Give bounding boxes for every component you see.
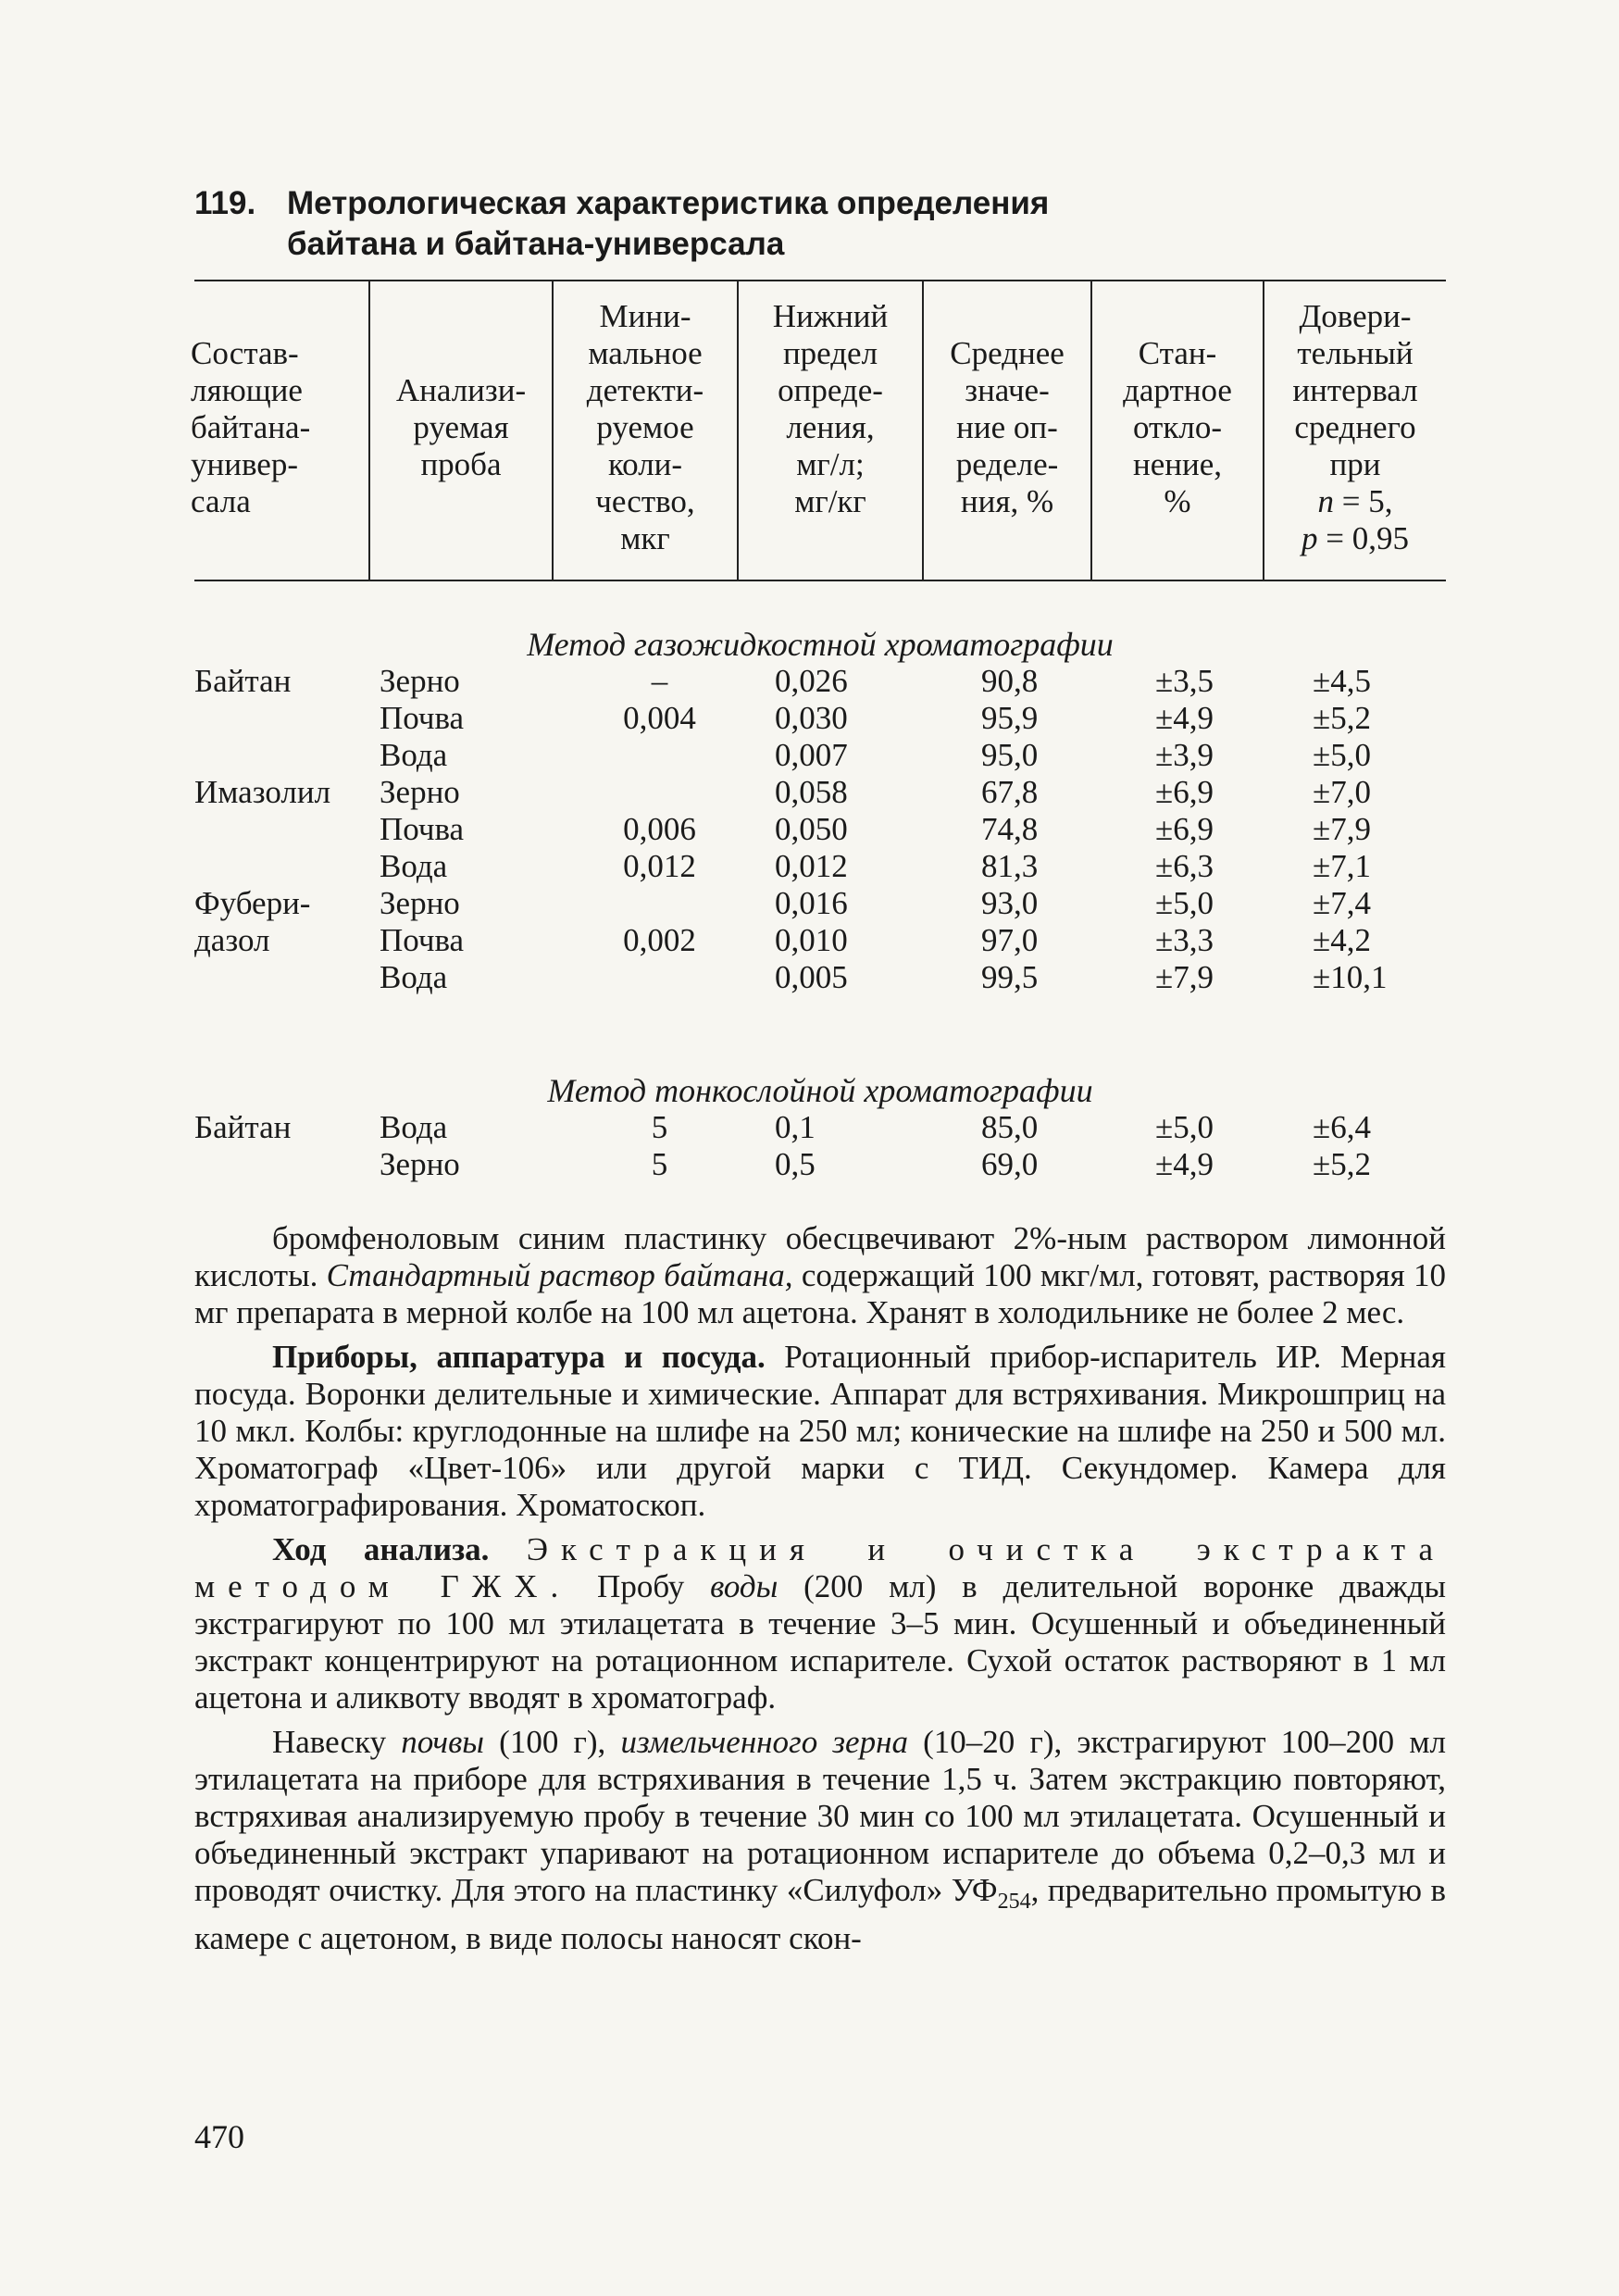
cell-std-dev: ±7,9 [1155, 959, 1214, 995]
cell-mean: 99,5 [981, 959, 1039, 995]
table-row [0, 885, 1619, 922]
cell-lower-limit: 0,026 [775, 663, 848, 699]
table-row [0, 1109, 1619, 1146]
header-line: Стан- [1138, 335, 1217, 371]
header-line: коли- [607, 446, 683, 482]
cell-lower-limit: 0,030 [775, 700, 848, 736]
header-line: ние оп- [956, 409, 1058, 445]
header-components [191, 335, 367, 520]
header-lower-limit [739, 298, 922, 520]
cell-component: Фубери- [194, 885, 311, 921]
cell-confidence: ±7,1 [1313, 848, 1371, 884]
cell-sample: Вода [380, 959, 448, 995]
header-line: сала [191, 483, 251, 519]
header-line: ределе- [955, 446, 1059, 482]
cell-mean: 85,0 [981, 1109, 1039, 1145]
section-title: Метод газожидкостной хроматографии [527, 626, 1114, 663]
table-row [0, 1146, 1619, 1183]
cell-sample: Зерно [380, 885, 460, 921]
cell-std-dev: ±4,9 [1155, 1146, 1214, 1182]
header-line: руемая [413, 409, 509, 445]
cell-mean: 74,8 [981, 811, 1039, 847]
header-line: Анализи- [395, 372, 527, 408]
cell-component: дазол [194, 922, 270, 958]
header-line: откло- [1133, 409, 1222, 445]
section-title: Метод тонкослойной хроматографии [547, 1072, 1093, 1109]
body-text [194, 1220, 1446, 1965]
header-line: руемое [596, 409, 694, 445]
header-min-detectable [554, 298, 737, 557]
cell-confidence: ±10,1 [1313, 959, 1388, 995]
cell-std-dev: ±3,5 [1155, 663, 1214, 699]
table-row [0, 922, 1619, 959]
header-line: ния, % [960, 483, 1054, 519]
header-line: опреде- [778, 372, 883, 408]
cell-component: Байтан [194, 1109, 292, 1145]
table-row [0, 959, 1619, 996]
header-std-dev [1092, 335, 1263, 520]
cell-min-detectable: 0,002 [623, 922, 696, 958]
cell-sample: Вода [380, 737, 448, 773]
header-line: Довери- [1299, 298, 1412, 334]
header-line: мг/кг [794, 483, 866, 519]
cell-lower-limit: 0,058 [775, 774, 848, 810]
paragraph-soil-grain: Навеску почвы (100 г), измельченного зерна (10–20 г), экстрагируют 100–200 мл этилацетата на приборе для встряхивания в течение 1,5 ч. Затем экстракцию повторяют, встряхивая анализируемую пробу в течение 30 мин со 100 мл этилацетата. Осушенный и объединенный экстракт упаривают на ротационном испарителе до объема 0,2–0,3 мл и проводят очистку. Для этого на пластинку «Силуфол» $УФ_{254}$, предварительно промытую в камере с ацетоном, в виде полосы наносят скон- [194, 1724, 1447, 1956]
cell-mean: 97,0 [981, 922, 1039, 958]
cell-lower-limit: 0,005 [775, 959, 848, 995]
header-line: ляющие [191, 372, 303, 408]
cell-confidence: ±7,0 [1313, 774, 1371, 810]
cell-min-detectable: 0,004 [623, 700, 696, 736]
table-top-rule [194, 280, 1446, 281]
header-line: мг/л; [796, 446, 865, 482]
cell-std-dev: ±6,9 [1155, 811, 1214, 847]
header-line: детекти- [586, 372, 704, 408]
header-line: Состав- [191, 335, 299, 371]
header-line: среднего [1294, 409, 1416, 445]
cell-lower-limit: 0,007 [775, 737, 848, 773]
table-title-line-1: Метрологическая характеристика определения [287, 185, 1050, 221]
header-line: ления, [786, 409, 875, 445]
table-title-line-2: байтана и байтана-универсала [287, 226, 785, 262]
cell-std-dev: ±3,9 [1155, 737, 1214, 773]
cell-mean: 95,9 [981, 700, 1039, 736]
page-number: 470 [194, 2118, 244, 2155]
header-line: значе- [965, 372, 1050, 408]
cell-confidence: ±5,2 [1313, 1146, 1371, 1182]
cell-min-detectable: – [651, 663, 668, 699]
cell-mean: 93,0 [981, 885, 1039, 921]
cell-mean: 81,3 [981, 848, 1039, 884]
header-line: проба [420, 446, 502, 482]
cell-std-dev: ±5,0 [1155, 885, 1214, 921]
paragraph-standard-solution: бромфеноловым синим пластинку обесцвечивают 2%-ным раствором лимонной кислоты. Стандартный раствор байтана, содержащий 100 мкг/мл, готовят, растворяя 10 мг препарата в мерной колбе на 100 мл ацетона. Хранят в холодильнике не более 2 мес. [194, 1220, 1446, 1330]
cell-mean: 95,0 [981, 737, 1039, 773]
cell-sample: Почва [380, 922, 465, 958]
table-row [0, 811, 1619, 848]
header-line: тельный [1297, 335, 1414, 371]
header-line: мкг [620, 520, 670, 556]
cell-mean: 69,0 [981, 1146, 1039, 1182]
cell-lower-limit: 0,050 [775, 811, 848, 847]
cell-min-detectable: 5 [651, 1109, 668, 1145]
cell-min-detectable: 5 [651, 1146, 668, 1182]
cell-sample: Вода [380, 1109, 448, 1145]
cell-component: Имазолил [194, 774, 331, 810]
table-number: 119. [194, 185, 256, 221]
header-line: мальное [588, 335, 703, 371]
header-line: нение, [1132, 446, 1222, 482]
cell-std-dev: ±6,9 [1155, 774, 1214, 810]
cell-sample: Зерно [380, 1146, 460, 1182]
cell-std-dev: ±3,3 [1155, 922, 1214, 958]
table-row [0, 848, 1619, 885]
cell-mean: 67,8 [981, 774, 1039, 810]
cell-lower-limit: 0,5 [775, 1146, 816, 1182]
header-line: чество, [595, 483, 695, 519]
header-sample [370, 372, 552, 483]
cell-lower-limit: 0,1 [775, 1109, 816, 1145]
cell-mean: 90,8 [981, 663, 1039, 699]
cell-min-detectable: 0,012 [623, 848, 696, 884]
cell-sample: Зерно [380, 774, 460, 810]
cell-lower-limit: 0,010 [775, 922, 848, 958]
cell-sample: Почва [380, 700, 465, 736]
header-line: Среднее [950, 335, 1065, 371]
cell-sample: Вода [380, 848, 448, 884]
cell-lower-limit: 0,016 [775, 885, 848, 921]
header-line: дартное [1123, 372, 1232, 408]
header-confidence-interval [1264, 298, 1446, 557]
header-line: n = 5, [1317, 483, 1393, 519]
header-line: универ- [191, 446, 298, 482]
cell-confidence: ±5,2 [1313, 700, 1371, 736]
cell-confidence: ±7,4 [1313, 885, 1371, 921]
paragraph-procedure: Ход анализа. Экстракция и очистка экстракта методом ГЖХ. Пробу воды (200 мл) в делительной воронке дважды экстрагируют по 100 мл этилацетата в течение 3–5 мин. Осушенный и объединенный экстракт концентрируют на ротационном испарителе. Сухой остаток растворяют в 1 мл ацетона и аликвоту вводят в хроматограф. [194, 1531, 1446, 1716]
header-line: предел [782, 335, 878, 371]
table-row [0, 663, 1619, 700]
cell-confidence: ±6,4 [1313, 1109, 1371, 1145]
cell-confidence: ±5,0 [1313, 737, 1371, 773]
cell-std-dev: ±5,0 [1155, 1109, 1214, 1145]
table-row [0, 737, 1619, 774]
header-line: p = 0,95 [1301, 520, 1409, 556]
paragraph-equipment: Приборы, аппаратура и посуда. Ротационный прибор-испаритель ИР. Мерная посуда. Воронки делительные и химические. Аппарат для встряхивания. Микрошприц на 10 мкл. Колбы: круглодонные на шлифе на 250 мл; конические на шлифе на 250 и 500 мл. Хроматограф «Цвет-106» или другой марки с ТИД. Секундомер. Камера для хроматографирования. Хроматоскоп. [194, 1339, 1446, 1523]
table-row [0, 700, 1619, 737]
header-mean [924, 335, 1090, 520]
header-line: при [1329, 446, 1381, 482]
table-header-rule [194, 580, 1446, 581]
header-line: интервал [1292, 372, 1418, 408]
table-row [0, 774, 1619, 811]
header-line: % [1164, 483, 1191, 519]
cell-sample: Зерно [380, 663, 460, 699]
cell-sample: Почва [380, 811, 465, 847]
cell-confidence: ±7,9 [1313, 811, 1371, 847]
cell-min-detectable: 0,006 [623, 811, 696, 847]
header-line: Мини- [599, 298, 691, 334]
cell-std-dev: ±4,9 [1155, 700, 1214, 736]
header-line: байтана- [191, 409, 311, 445]
cell-confidence: ±4,2 [1313, 922, 1371, 958]
cell-lower-limit: 0,012 [775, 848, 848, 884]
cell-confidence: ±4,5 [1313, 663, 1371, 699]
cell-component: Байтан [194, 663, 292, 699]
header-line: Нижний [772, 298, 889, 334]
cell-std-dev: ±6,3 [1155, 848, 1214, 884]
